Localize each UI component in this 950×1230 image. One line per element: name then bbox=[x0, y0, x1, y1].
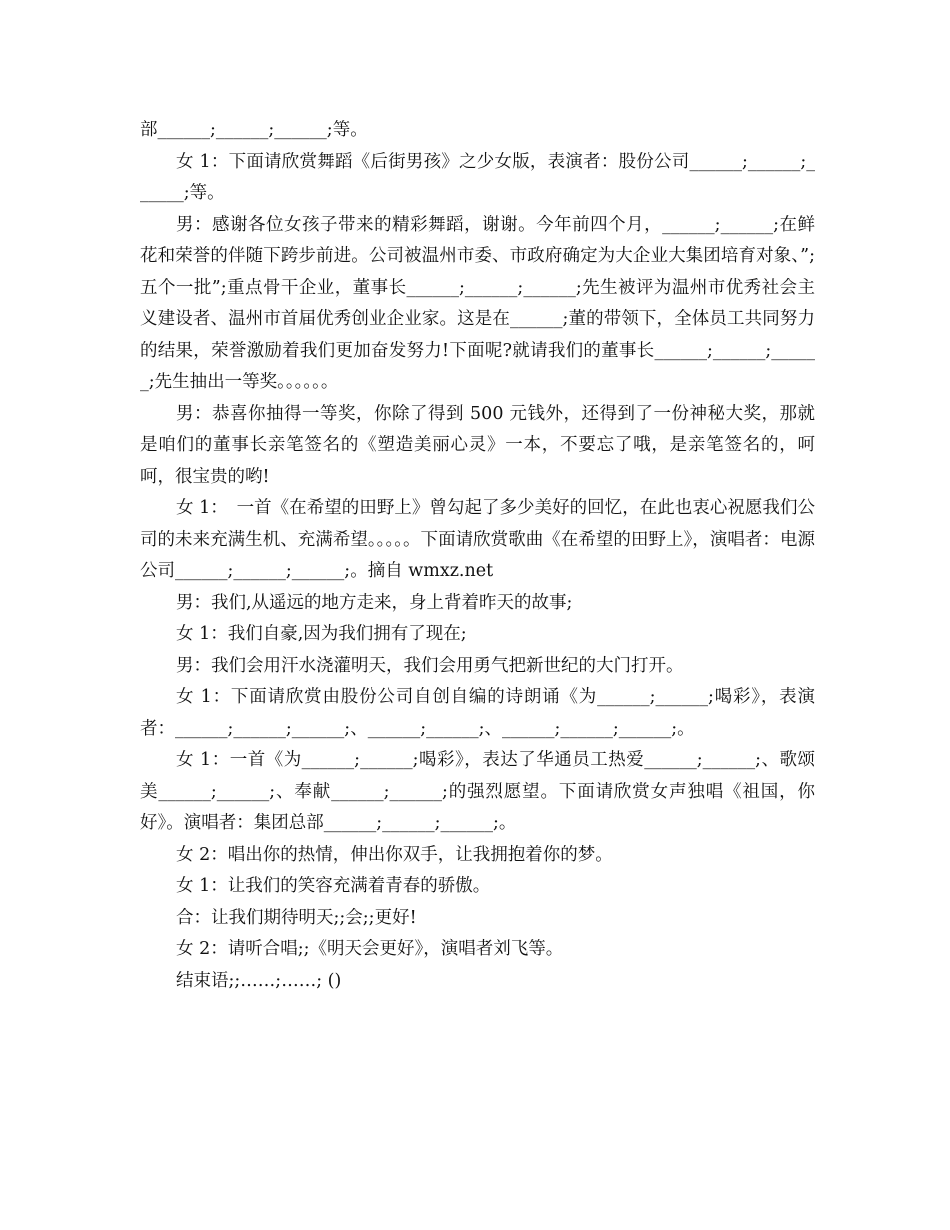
paragraph-closing: 结束语;;……;……; () bbox=[176, 970, 342, 991]
paragraph-chorus-intro: 女 2：请听合唱;;《明天会更好》，演唱者刘飞等。 bbox=[176, 939, 564, 959]
paragraph-male-line-2: 男：我们会用汗水浇灌明天，我们会用勇气把新世纪的大门打开。 bbox=[176, 655, 684, 676]
document-body bbox=[140, 115, 815, 997]
paragraph-continuation: 部______;______;______;等。 bbox=[140, 120, 368, 140]
paragraph-female-line: 女 1：我们自豪,因为我们拥有了现在; bbox=[176, 624, 467, 644]
paragraph-song-intro: 女 1： 一首《在希望的田野上》曾勾起了多少美好的回忆，在此也衷心祝愿我们公司的未来充满生机、充满希望。。。。。下面请欣赏歌曲《在希望的田野上》，演唱者：电源公司______;______;______;。摘自 wmxz.net bbox=[140, 498, 815, 581]
paragraph-solo-intro: 女 1：一首《为______;______;喝彩》，表达了华通员工热爱______;______;、歌颂美______;______;、奉献______;______;的强烈愿望。下面请欣赏女声独唱《祖国，你好》。演唱者：集团总部______;______;______;。 bbox=[140, 750, 815, 833]
paragraph-company-honors: 男：感谢各位女孩子带来的精彩舞蹈，谢谢。今年前四个月，______;______;在鲜花和荣誉的伴随下跨步前进。公司被温州市委、市政府确定为大企业大集团培育对象、”;五个一批”;重点骨干企业，董事长______;______;______;先生被评为温州市优秀社会主义建设者、温州市首届优秀创业企业家。这是在______;董的带领下，全体员工共同努力的结果，荣誉激励着我们更加奋发努力!下面呢?就请我们的董事长______;______;______;先生抽出一等奖。。。。。。 bbox=[140, 214, 815, 392]
paragraph-chorus-line: 合：让我们期待明天;;会;;更好! bbox=[176, 907, 417, 928]
paragraph-poem-intro: 女 1：下面请欣赏由股份公司自创自编的诗朗诵《为______;______;喝彩》，表演者：______;______;______;、______;______;、______;______;______;。 bbox=[140, 687, 815, 739]
paragraph-female2-line: 女 2：唱出你的热情，伸出你双手，让我拥抱着你的梦。 bbox=[176, 844, 613, 865]
paragraph-female1-line: 女 1：让我们的笑容充满着青春的骄傲。 bbox=[176, 876, 491, 896]
paragraph-male-line: 男：我们,从遥远的地方走来，身上背着昨天的故事; bbox=[176, 592, 573, 613]
paragraph-dance-intro: 女 1：下面请欣赏舞蹈《后街男孩》之少女版，表演者：股份公司______;______;______;等。 bbox=[140, 151, 815, 203]
paragraph-first-prize: 男：恭喜你抽得一等奖，你除了得到 500 元钱外，还得到了一份神秘大奖，那就是咱们的董事长亲笔签名的《塑造美丽心灵》一本，不要忘了哦，是亲笔签名的，呵呵，很宝贵的哟! bbox=[140, 403, 815, 487]
